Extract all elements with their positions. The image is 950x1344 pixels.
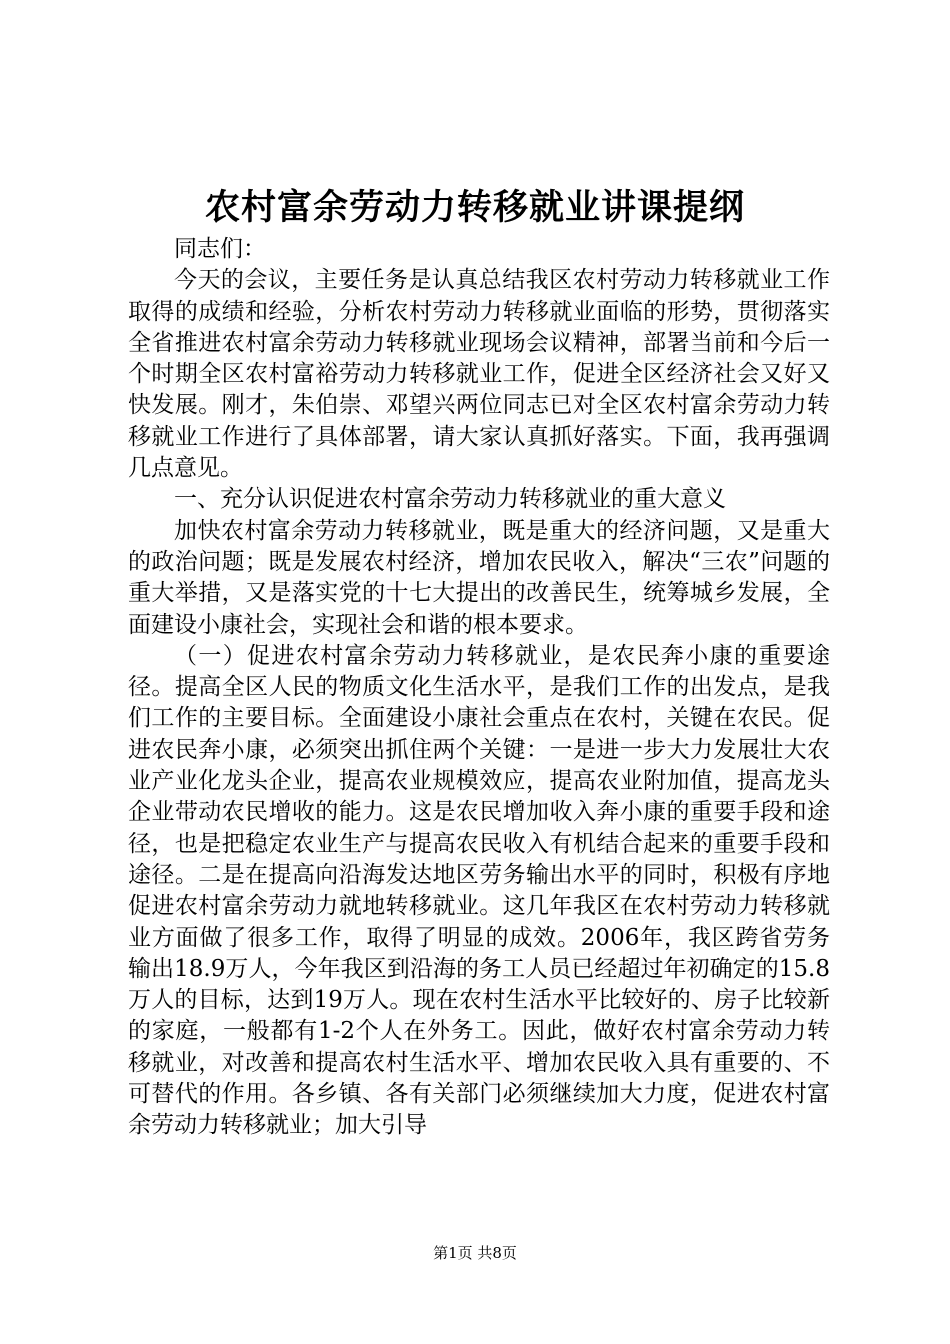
section-heading: 一、充分认识促进农村富余劳动力转移就业的重大意义: [174, 486, 726, 513]
body-paragraph: （一）促进农村富余劳动力转移就业，是农民奔小康的重要途径。提高全区人民的物质文化生活水平，是我们工作的出发点，是我们工作的主要目标。全面建设小康社会重点在农村，关键在农民。促进农民奔小康，必须突出抓住两个关键：一是进一步大力发展壮大农业产业化龙头企业，提高农业规模效应，提高农业附加值，提高龙头企业带动农民增收的能力。这是农民增加收入奔小康的重要手段和途径，也是把稳定农业生产与提高农民收入有机结合起来的重要手段和途径。二是在提高向沿海发达地区劳务输出水平的同时，积极有序地促进农村富余劳动力就地转移就业。这几年我区在农村劳动力转移就业方面做了很多工作，取得了明显的成效。2006年，我区跨省劳务输出18.9万人，今年我区到沿海的务工人员已经超过年初确定的15.8万人的目标，达到19万人。现在农村生活水平比较好的、房子比较新的家庭，一般都有1-2个人在外务工。因此，做好农村富余劳动力转移就业，对改善和提高农村生活水平、增加农民收入具有重要的、不可替代的作用。各乡镇、各有关部门必须继续加大力度，促进农村富余劳动力转移就业；加大引导: [128, 642, 830, 1139]
document-body: [128, 234, 830, 1142]
salutation-paragraph: 同志们：: [174, 236, 266, 262]
document-title: 农村富余劳动力转移就业讲课提纲: [204, 188, 745, 228]
page-number-footer: 第1页 共8页: [433, 1244, 517, 1262]
body-paragraph: 今天的会议，主要任务是认真总结我区农村劳动力转移就业工作取得的成绩和经验，分析农村劳动力转移就业面临的形势，贯彻落实全省推进农村富余劳动力转移就业现场会议精神，部署当前和今后一个时期全区农村富裕劳动力转移就业工作，促进全区经济社会又好又快发展。刚才，朱伯崇、邓望兴两位同志已对全区农村富余劳动力转移就业工作进行了具体部署，请大家认真抓好落实。下面，我再强调几点意见。: [128, 267, 830, 482]
body-paragraph: 加快农村富余劳动力转移就业，既是重大的经济问题，又是重大的政治问题；既是发展农村经济，增加农民收入，解决“三农”问题的重大举措，又是落实党的十七大提出的改善民生，统筹城乡发展，全面建设小康社会，实现社会和谐的根本要求。: [128, 517, 830, 638]
